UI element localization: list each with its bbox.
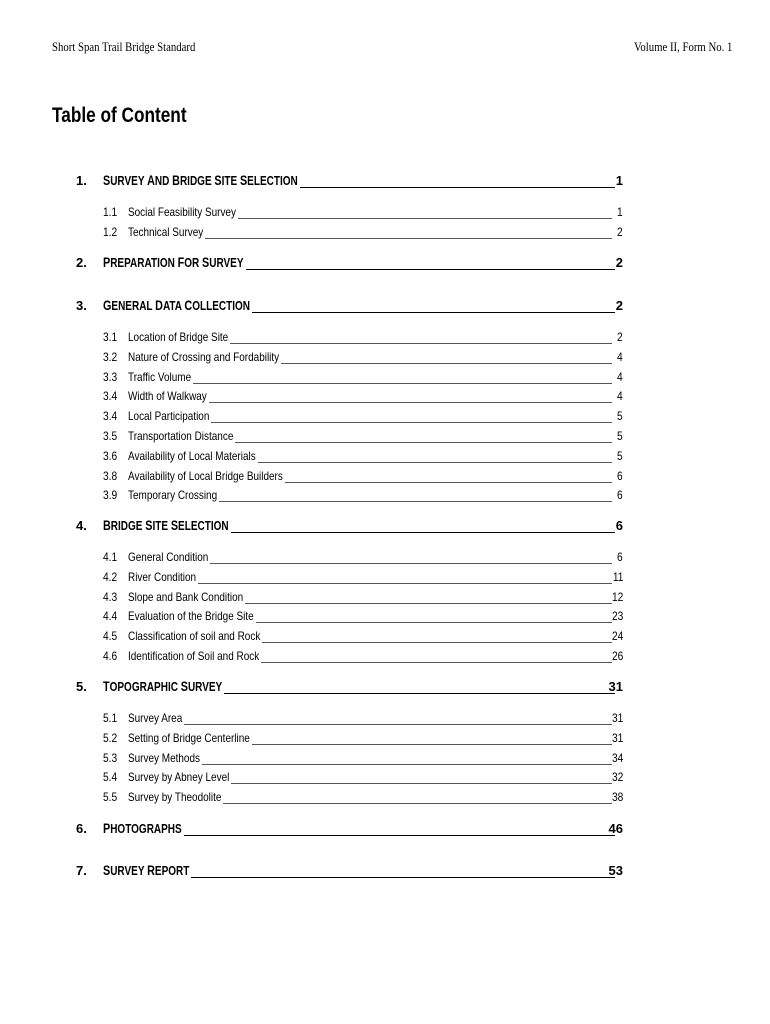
running-header-title: Short Span Trail Bridge Standard (52, 40, 196, 54)
entry-number: 3.4 (103, 409, 118, 424)
entry-leader-line (184, 724, 612, 725)
entry-number: 5.1 (103, 711, 118, 725)
section-title[interactable]: GENERAL DATA COLLECTION (103, 298, 250, 313)
section-page-number: 1 (615, 173, 623, 188)
entry-number: 4.5 (103, 629, 118, 644)
section-number: 1. (76, 173, 87, 188)
toc-entry-row[interactable] (0, 205, 770, 223)
entry-page-number: 5 (617, 429, 623, 443)
entry-leader-line (262, 642, 612, 643)
toc-section-row[interactable] (0, 679, 770, 697)
entry-number: 5.4 (103, 770, 118, 785)
section-leader-line (184, 835, 615, 836)
entry-title[interactable]: Survey by Theodolite (128, 790, 222, 805)
toc-entry-row[interactable] (0, 770, 770, 788)
entry-page-number: 5 (617, 409, 623, 424)
entry-page-number: 31 (611, 730, 623, 745)
toc-entry-row[interactable] (0, 429, 770, 447)
entry-number: 3.8 (103, 468, 118, 483)
section-title[interactable]: PHOTOGRAPHS (103, 821, 182, 836)
section-title[interactable]: TOPOGRAPHIC SURVEY (103, 679, 223, 694)
section-number: 6. (76, 821, 87, 836)
toc-section-row[interactable] (0, 255, 770, 273)
entry-leader-line (209, 402, 612, 403)
entry-title[interactable]: General Condition (128, 550, 209, 564)
entry-number: 3.9 (103, 488, 118, 503)
entry-page-number: 24 (611, 629, 623, 644)
entry-title[interactable]: Transportation Distance (128, 429, 234, 443)
toc-entry-row[interactable] (0, 590, 770, 608)
entry-title[interactable]: Slope and Bank Condition (128, 589, 244, 604)
entry-number: 5.2 (103, 730, 118, 745)
entry-leader-line (238, 218, 612, 219)
entry-leader-line (281, 363, 612, 364)
toc-entry-row[interactable] (0, 570, 770, 588)
entry-number: 5.5 (103, 790, 118, 805)
section-page-number: 6 (615, 518, 623, 533)
entry-page-number: 1 (617, 205, 623, 219)
entry-title[interactable]: Nature of Crossing and Fordability (128, 349, 280, 364)
entry-page-number: 4 (617, 349, 623, 364)
entry-page-number: 32 (611, 770, 623, 785)
toc-entry-row[interactable] (0, 449, 770, 467)
entry-number: 4.6 (103, 649, 118, 663)
entry-leader-line (198, 583, 612, 584)
toc-section-row[interactable] (0, 821, 770, 839)
toc-entry-row[interactable] (0, 370, 770, 388)
entry-page-number: 6 (617, 468, 623, 483)
toc-entry-row[interactable] (0, 488, 770, 506)
entry-number: 4.2 (103, 569, 118, 584)
entry-page-number: 38 (611, 790, 623, 805)
entry-title[interactable]: Identification of Soil and Rock (128, 649, 260, 663)
entry-page-number: 34 (611, 750, 623, 765)
entry-page-number: 6 (617, 550, 623, 564)
entry-leader-line (202, 764, 612, 765)
toc-entry-row[interactable] (0, 649, 770, 667)
entry-leader-line (245, 603, 612, 604)
section-title[interactable]: SURVEY REPORT (103, 863, 190, 878)
entry-page-number: 4 (617, 369, 623, 384)
entry-title[interactable]: Availability of Local Bridge Builders (128, 468, 283, 483)
entry-number: 3.6 (103, 448, 118, 463)
entry-title[interactable]: Technical Survey (128, 224, 204, 239)
entry-title[interactable]: Local Participation (128, 409, 210, 424)
entry-number: 4.4 (103, 609, 118, 624)
entry-leader-line (193, 383, 612, 384)
section-number: 4. (76, 518, 87, 533)
toc-section-row[interactable] (0, 298, 770, 316)
entry-title[interactable]: Width of Walkway (128, 389, 207, 404)
entry-title[interactable]: Setting of Bridge Centerline (128, 730, 250, 745)
entry-number: 3.5 (103, 429, 118, 443)
entry-leader-line (211, 422, 612, 423)
entry-leader-line (235, 442, 612, 443)
entry-title[interactable]: Classification of soil and Rock (128, 629, 261, 644)
entry-number: 3.3 (103, 369, 118, 384)
entry-leader-line (256, 622, 612, 623)
entry-number: 3.2 (103, 349, 118, 364)
entry-leader-line (210, 563, 612, 564)
toc-entry-row[interactable] (0, 350, 770, 368)
entry-title[interactable]: Social Feasibility Survey (128, 205, 236, 219)
section-leader-line (191, 877, 615, 878)
toc-section-row[interactable] (0, 863, 770, 881)
toc-entry-row[interactable] (0, 330, 770, 348)
entry-page-number: 26 (611, 649, 623, 663)
toc-section-row[interactable] (0, 518, 770, 536)
entry-number: 1.1 (103, 205, 118, 219)
entry-title[interactable]: Evaluation of the Bridge Site (128, 609, 254, 624)
section-page-number: 53 (608, 863, 623, 878)
toc-entry-row[interactable] (0, 609, 770, 627)
toc-entry-row[interactable] (0, 225, 770, 243)
entry-leader-line (261, 662, 612, 663)
entry-title[interactable]: Traffic Volume (128, 369, 192, 384)
entry-leader-line (252, 744, 612, 745)
section-leader-line (300, 187, 615, 188)
entry-title[interactable]: Location of Bridge Site (128, 330, 229, 344)
section-page-number: 2 (615, 298, 623, 313)
section-title[interactable]: PREPARATION FOR SURVEY (103, 255, 244, 270)
toc-entry-row[interactable] (0, 550, 770, 568)
entry-page-number: 23 (611, 609, 623, 624)
entry-leader-line (285, 482, 612, 483)
toc-entry-row[interactable] (0, 790, 770, 808)
entry-leader-line (205, 238, 612, 239)
entry-leader-line (230, 343, 612, 344)
entry-page-number: 2 (617, 330, 623, 344)
entry-number: 3.4 (103, 389, 118, 404)
entry-title[interactable]: Survey by Abney Level (128, 770, 230, 785)
section-number: 2. (76, 255, 87, 270)
page-title: Table of Content (52, 104, 187, 127)
entry-page-number: 11 (612, 569, 623, 584)
section-leader-line (231, 532, 615, 533)
entry-title[interactable]: Survey Methods (128, 750, 200, 765)
entry-page-number: 31 (611, 711, 623, 725)
entry-page-number: 4 (617, 389, 623, 404)
section-number: 3. (76, 298, 87, 313)
toc-entry-row[interactable] (0, 389, 770, 407)
running-header-volume: Volume II, Form No. 1 (633, 40, 732, 54)
entry-title[interactable]: River Condition (128, 569, 197, 584)
toc-entry-row[interactable] (0, 751, 770, 769)
entry-title[interactable]: Survey Area (128, 711, 183, 725)
entry-page-number: 2 (617, 224, 623, 239)
section-leader-line (246, 269, 616, 270)
toc-entry-row[interactable] (0, 469, 770, 487)
section-number: 5. (76, 679, 87, 694)
section-number: 7. (76, 863, 87, 878)
entry-number: 5.3 (103, 750, 118, 765)
entry-number: 4.1 (103, 550, 118, 564)
section-leader-line (224, 693, 615, 694)
entry-page-number: 6 (617, 488, 623, 503)
section-title[interactable]: BRIDGE SITE SELECTION (103, 518, 229, 533)
entry-leader-line (219, 501, 612, 502)
entry-number: 4.3 (103, 589, 118, 604)
section-title[interactable]: SURVEY AND BRIDGE SITE SELECTION (103, 173, 298, 188)
toc-entry-row[interactable] (0, 731, 770, 749)
toc-section-row[interactable] (0, 173, 770, 191)
entry-number: 3.1 (103, 330, 118, 344)
section-page-number: 46 (608, 821, 623, 836)
toc-entry-row[interactable] (0, 409, 770, 427)
section-page-number: 2 (615, 255, 623, 270)
entry-title[interactable]: Availability of Local Materials (128, 448, 256, 463)
toc-entry-row[interactable] (0, 711, 770, 729)
section-leader-line (252, 312, 615, 313)
entry-leader-line (223, 803, 612, 804)
entry-title[interactable]: Temporary Crossing (128, 488, 218, 503)
entry-leader-line (231, 783, 612, 784)
entry-page-number: 12 (611, 589, 623, 604)
section-page-number: 31 (608, 679, 623, 694)
entry-leader-line (258, 462, 612, 463)
entry-page-number: 5 (617, 448, 623, 463)
toc-entry-row[interactable] (0, 629, 770, 647)
entry-number: 1.2 (103, 224, 118, 239)
